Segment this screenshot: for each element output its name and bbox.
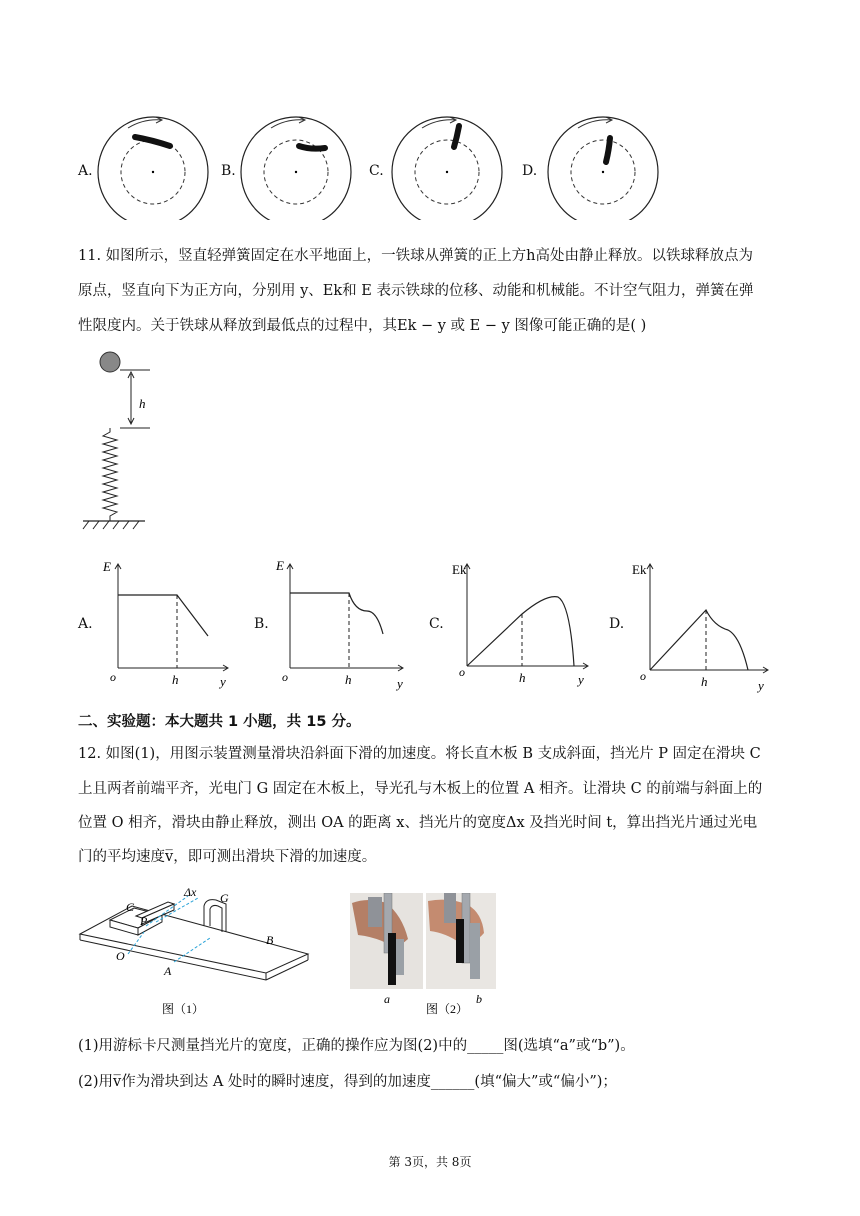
q11-spring-figure	[75, 348, 165, 533]
graph-a-x-label: y	[220, 674, 226, 689]
graph-d-x-label: y	[758, 678, 764, 693]
q12-text-line4: 门的平均速度v̅，即可测出滑块下滑的加速度。	[78, 849, 377, 865]
q10-option-d-label: D.	[522, 163, 538, 179]
q11-graph-a	[100, 556, 235, 691]
q12-figure-2	[350, 893, 500, 1021]
section-2-heading: 二、实验题：本大题共 1 小题，共 15 分。	[78, 714, 361, 730]
q11-text-line3: 性限度内。关于铁球从释放到最低点的过程中，其Ek − y 或 E − y 图像可能正确的是( )	[78, 318, 647, 334]
q11-h-label: h	[139, 396, 146, 411]
graph-d-h-tick: h	[701, 674, 708, 689]
graph-c-x-label: y	[578, 672, 584, 687]
q12-text-line2: 上且两者前端平齐，光电门 G 固定在木板上，导光孔与木板上的位置 A 相齐。让滑块 C 的前端与斜面上的	[78, 781, 763, 797]
q10-figure-c	[384, 110, 514, 220]
q12-text-line1: 12. 如图(1)，用图示装置测量滑块沿斜面下滑的加速度。将长直木板 B 支成斜面，挡光片 P 固定在滑块 C	[78, 746, 761, 762]
graph-b-h-tick: h	[345, 672, 352, 687]
q10-figure-d	[540, 110, 670, 220]
fig2-b-label: b	[476, 992, 482, 1006]
fig1-o-label: O	[116, 949, 125, 963]
q12-text-line3: 位置 O 相齐，滑块由静止释放，测出 OA 的距离 x、挡光片的宽度Δx 及挡光时间 t，算出挡光片通过光电	[78, 815, 758, 831]
fig1-dx-label: Δx	[184, 885, 197, 899]
graph-b-origin: o	[282, 670, 288, 684]
graph-a-y-label: E	[103, 559, 111, 574]
graph-b-y-label: E	[276, 558, 284, 573]
fig2-caption: 图（2）	[426, 1002, 469, 1016]
fig1-b-label: B	[266, 933, 274, 947]
q11-graph-c	[450, 556, 595, 691]
q11-graph-d	[630, 556, 775, 696]
q11-option-a-label: A.	[78, 616, 93, 632]
q11-option-c-label: C.	[429, 616, 444, 632]
q10-figure-a	[90, 110, 220, 220]
graph-d-y-label: Ek	[632, 562, 647, 577]
q11-option-d-label: D.	[609, 616, 625, 632]
fig2-a-label: a	[384, 992, 390, 1006]
q12-figure-1	[76, 882, 316, 1022]
fig1-a-label: A	[164, 964, 172, 978]
q10-option-c-label: C.	[369, 163, 384, 179]
graph-c-origin: o	[459, 665, 465, 679]
q12-subquestion-1: (1)用游标卡尺测量挡光片的宽度，正确的操作应为图(2)中的_____图(选填“a”或“b”)。	[78, 1038, 635, 1054]
q10-option-a-label: A.	[78, 163, 93, 179]
graph-c-y-label: Ek	[452, 562, 467, 577]
fig1-caption: 图（1）	[162, 1002, 205, 1016]
q11-graph-b	[275, 556, 410, 691]
q12-subquestion-2: (2)用v̅作为滑块到达 A 处时的瞬时速度，得到的加速度______(填“偏大”或“偏小”)；	[78, 1074, 617, 1090]
page-footer: 第 3页，共 8页	[388, 1155, 472, 1169]
q11-text-line1: 11. 如图所示，竖直轻弹簧固定在水平地面上，一铁球从弹簧的正上方h高处由静止释放。以铁球释放点为	[78, 248, 754, 264]
q10-option-b-label: B.	[221, 163, 236, 179]
q11-option-b-label: B.	[254, 616, 269, 632]
graph-d-origin: o	[640, 669, 646, 683]
graph-c-h-tick: h	[519, 670, 526, 685]
fig1-g-label: G	[220, 891, 229, 905]
graph-a-origin: o	[110, 670, 116, 684]
fig1-p-label: P	[140, 914, 148, 928]
q10-figure-b	[233, 110, 363, 220]
q11-text-line2: 原点，竖直向下为正方向，分别用 y、Ek和 E 表示铁球的位移、动能和机械能。不计空气阻力，弹簧在弹	[78, 283, 754, 299]
graph-a-h-tick: h	[172, 672, 179, 687]
graph-b-x-label: y	[397, 676, 403, 691]
fig1-c-label: C	[126, 900, 135, 914]
